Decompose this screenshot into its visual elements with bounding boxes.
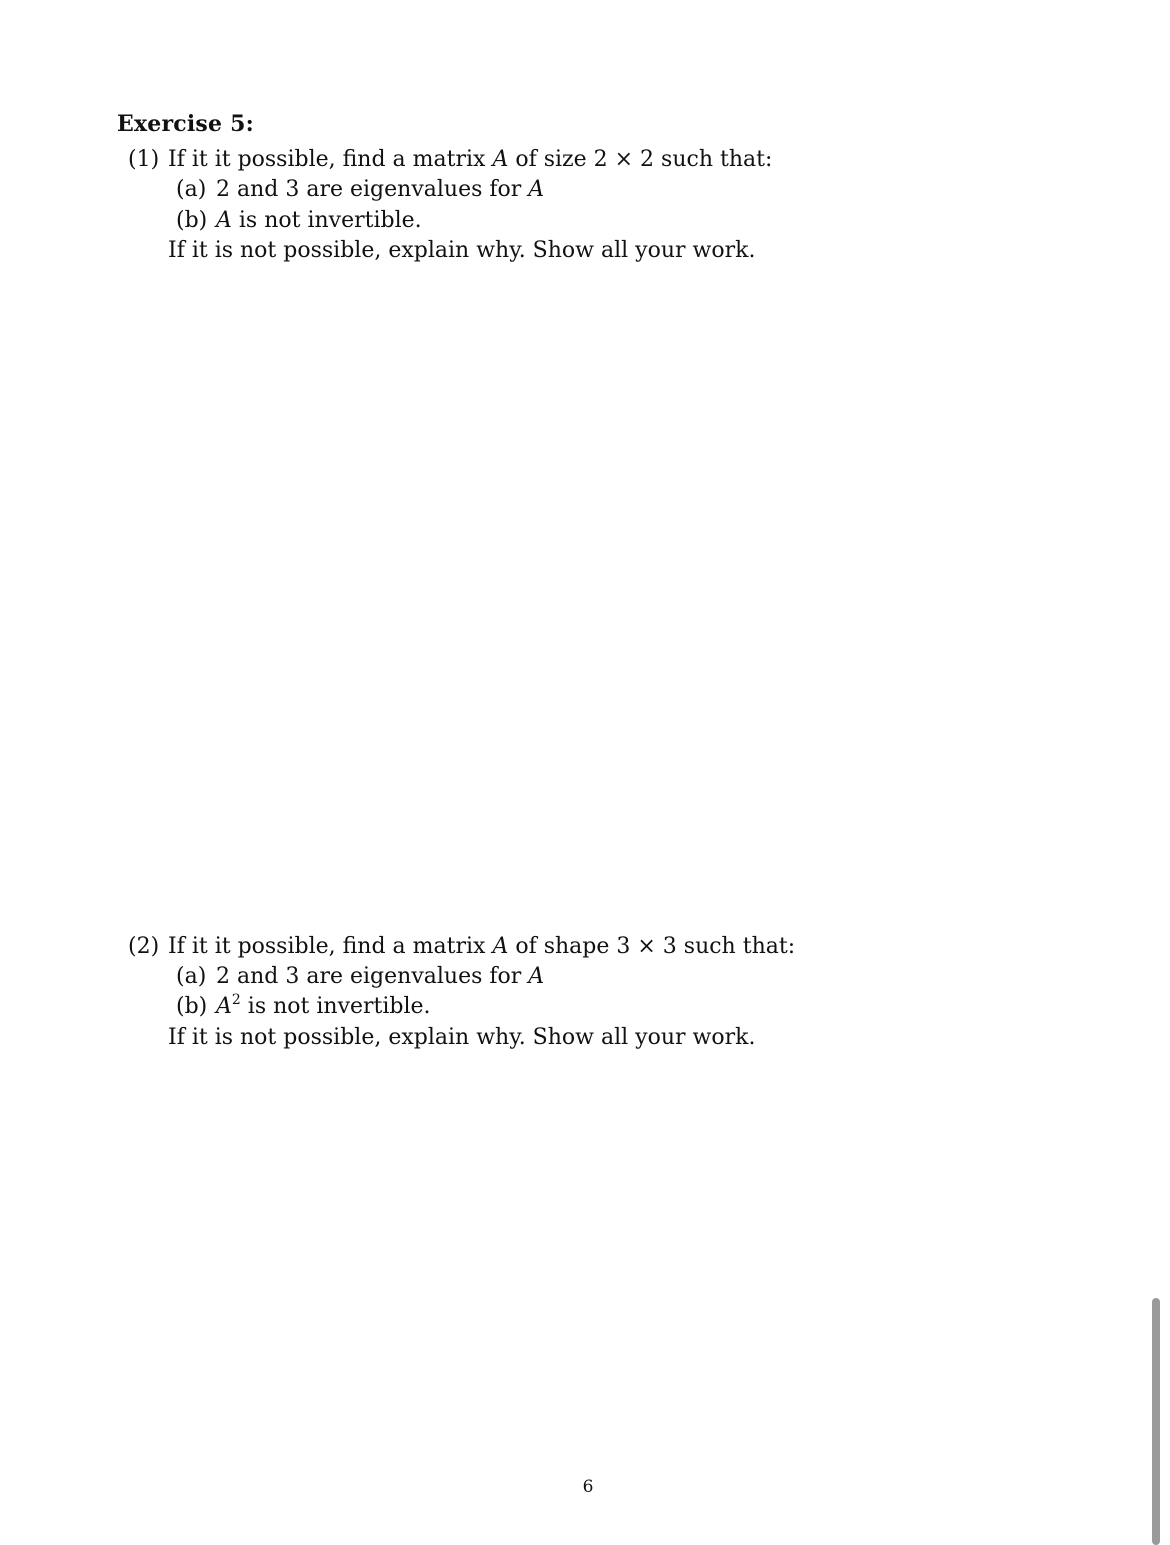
part2-a-var: A bbox=[528, 964, 545, 989]
part2-b-var: A bbox=[216, 994, 232, 1019]
part1-b-var: A bbox=[216, 208, 232, 233]
part1-a-text: 2 and 3 are eigenvalues for bbox=[216, 177, 529, 202]
part2-a-label: (a) bbox=[176, 964, 207, 989]
part2-b-text: is not invertible. bbox=[240, 994, 431, 1019]
part1-text-after: of size 2 × 2 such that: bbox=[508, 147, 773, 172]
part2-b-superscript: 2 bbox=[231, 992, 241, 1008]
part1-condition-a bbox=[176, 179, 544, 201]
part2-condition-a bbox=[176, 966, 544, 988]
part2-condition-b bbox=[176, 992, 431, 1019]
part2-label: (2) bbox=[128, 934, 160, 959]
part1-condition-b bbox=[176, 210, 422, 232]
part2-text-before: If it it possible, find a matrix bbox=[168, 934, 493, 959]
part2-b-label: (b) bbox=[176, 994, 208, 1019]
part2-question bbox=[128, 936, 795, 958]
part1-question bbox=[128, 149, 772, 171]
vertical-scrollbar[interactable] bbox=[1152, 1298, 1160, 1545]
exercise-title: Exercise 5: bbox=[117, 111, 254, 137]
part1-closing: If it is not possible, explain why. Show all your work. bbox=[168, 238, 756, 263]
page-number: 6 bbox=[582, 1477, 594, 1497]
part1-a-var: A bbox=[528, 177, 545, 202]
part1-text-before: If it it possible, find a matrix bbox=[168, 147, 493, 172]
part1-a-label: (a) bbox=[176, 177, 207, 202]
part2-a-text: 2 and 3 are eigenvalues for bbox=[216, 964, 529, 989]
part1-b-text: is not invertible. bbox=[231, 208, 422, 233]
part1-b-label: (b) bbox=[176, 208, 208, 233]
part2-text-after: of shape 3 × 3 such that: bbox=[508, 934, 796, 959]
part1-label: (1) bbox=[128, 147, 160, 172]
part1-var: A bbox=[492, 147, 509, 172]
part2-var: A bbox=[492, 934, 509, 959]
part2-closing: If it is not possible, explain why. Show all your work. bbox=[168, 1025, 756, 1050]
